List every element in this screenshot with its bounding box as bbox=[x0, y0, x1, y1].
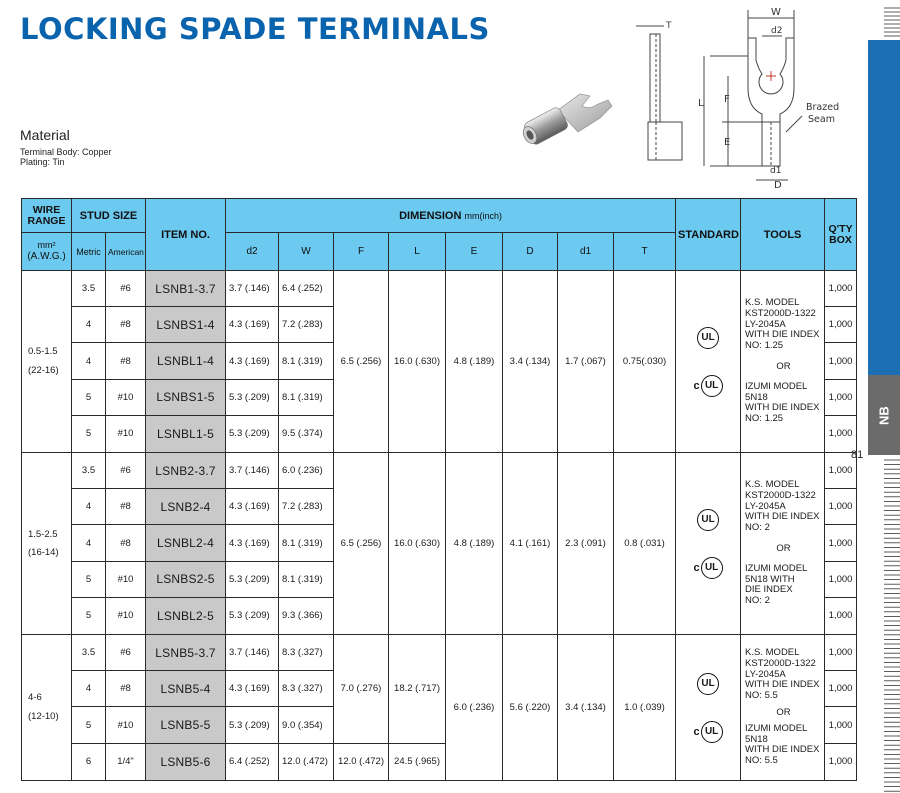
header-t: T bbox=[614, 233, 676, 271]
tool-line: IZUMI MODEL bbox=[745, 563, 808, 575]
tool-line: 5N18 bbox=[745, 391, 768, 403]
material-info bbox=[20, 127, 112, 168]
tool-line: NO: 1.25 bbox=[745, 339, 784, 351]
unit-bottom: (A.W.G.) bbox=[27, 250, 66, 262]
qty-cell: 1,000 bbox=[825, 635, 857, 671]
table-row bbox=[22, 271, 857, 307]
l-cell: 16.0 (.630) bbox=[389, 271, 446, 453]
d1-cell: 3.4 (.134) bbox=[558, 635, 614, 781]
item-no-cell: LSNBL1-4 bbox=[146, 343, 226, 379]
label-d1: d1 bbox=[770, 166, 782, 176]
qty-cell: 1,000 bbox=[825, 379, 857, 415]
d2-cell: 5.3 (.209) bbox=[226, 707, 279, 743]
metric-cell: 5 bbox=[72, 379, 106, 415]
wire-awg: (16-14) bbox=[28, 546, 59, 558]
american-cell: 1/4" bbox=[106, 743, 146, 780]
w-cell: 7.2 (.283) bbox=[279, 489, 334, 525]
qty-cell: 1,000 bbox=[825, 415, 857, 452]
header-l: L bbox=[389, 233, 446, 271]
table-row bbox=[22, 453, 857, 489]
tool-or: OR bbox=[776, 542, 791, 554]
header-metric: Metric bbox=[72, 233, 106, 271]
ul-mark-text: UL bbox=[697, 673, 719, 695]
item-no-cell: LSNBS2-5 bbox=[146, 561, 226, 597]
tool-line: NO: 1.25 bbox=[745, 413, 784, 425]
american-cell: #10 bbox=[106, 597, 146, 634]
cul-listed-icon bbox=[693, 557, 722, 579]
label-d: D bbox=[774, 180, 782, 191]
item-no-cell: LSNB5-6 bbox=[146, 743, 226, 780]
header-stud-size: STUD SIZE bbox=[72, 199, 146, 233]
d2-cell: 3.7 (.146) bbox=[226, 635, 279, 671]
tool-line: KST2000D-1322 bbox=[745, 490, 816, 502]
wire-range-cell bbox=[22, 271, 72, 453]
wire-range-cell bbox=[22, 453, 72, 635]
material-plating: Plating: Tin bbox=[20, 157, 65, 168]
metric-cell: 3.5 bbox=[72, 635, 106, 671]
item-no-cell: LSNBL1-5 bbox=[146, 415, 226, 452]
ul-listed-icon bbox=[697, 673, 719, 695]
d1-cell: 2.3 (.091) bbox=[558, 453, 614, 635]
metric-cell: 5 bbox=[72, 561, 106, 597]
l-cell: 24.5 (.965) bbox=[389, 743, 446, 780]
metric-cell: 4 bbox=[72, 671, 106, 707]
metric-cell: 6 bbox=[72, 743, 106, 780]
w-cell: 8.1 (.319) bbox=[279, 343, 334, 379]
label-l: L bbox=[698, 98, 704, 109]
qty-cell: 1,000 bbox=[825, 525, 857, 561]
ruler-marks-bottom bbox=[884, 458, 900, 792]
ul-listed-icon bbox=[697, 509, 719, 531]
tool-line: K.S. MODEL bbox=[745, 479, 800, 491]
tool-line: K.S. MODEL bbox=[745, 647, 800, 659]
item-no-cell: LSNBS1-5 bbox=[146, 379, 226, 415]
metric-cell: 4 bbox=[72, 307, 106, 343]
tool-or: OR bbox=[776, 706, 791, 718]
item-no-cell: LSNB5-5 bbox=[146, 707, 226, 743]
label-f: F bbox=[724, 94, 730, 105]
tool-line: WITH DIE INDEX bbox=[745, 744, 820, 756]
d2-cell: 5.3 (.209) bbox=[226, 597, 279, 634]
qty-cell: 1,000 bbox=[825, 743, 857, 780]
american-cell: #10 bbox=[106, 707, 146, 743]
tool-line: WITH DIE INDEX bbox=[745, 402, 820, 414]
label-d2: d2 bbox=[771, 26, 783, 36]
e-cell: 6.0 (.236) bbox=[446, 635, 503, 781]
item-no-cell: LSNB2-3.7 bbox=[146, 453, 226, 489]
qty-cell: 1,000 bbox=[825, 671, 857, 707]
standard-cell bbox=[676, 271, 741, 453]
label-t: T bbox=[666, 21, 672, 31]
page-title: LOCKING SPADE TERMINALS bbox=[20, 12, 490, 46]
header-standard: STANDARD bbox=[676, 199, 741, 271]
tool-line: NO: 2 bbox=[745, 521, 770, 533]
header-qty bbox=[825, 199, 857, 271]
tool-or: OR bbox=[776, 360, 791, 372]
american-cell: #10 bbox=[106, 561, 146, 597]
f-cell: 7.0 (.276) bbox=[334, 635, 389, 744]
cul-listed-icon bbox=[693, 721, 722, 743]
l-cell: 18.2 (.717) bbox=[389, 635, 446, 744]
item-no-cell: LSNB2-4 bbox=[146, 489, 226, 525]
page-number: 81 bbox=[851, 449, 864, 461]
t-cell: 0.75(.030) bbox=[614, 271, 676, 453]
item-no-cell: LSNB1-3.7 bbox=[146, 271, 226, 307]
item-no-cell: LSNBS1-4 bbox=[146, 307, 226, 343]
tool-line: 5N18 bbox=[745, 733, 768, 745]
tool-line: WITH DIE INDEX bbox=[745, 511, 820, 523]
american-cell: #8 bbox=[106, 343, 146, 379]
ul-listed-icon bbox=[697, 327, 719, 349]
header-item-no: ITEM NO. bbox=[146, 199, 226, 271]
tools-cell bbox=[741, 271, 825, 453]
label-brazed: Brazed bbox=[806, 102, 840, 113]
header-w: W bbox=[279, 233, 334, 271]
w-cell: 7.2 (.283) bbox=[279, 307, 334, 343]
label-e: E bbox=[724, 137, 731, 148]
dimension-unit: mm(inch) bbox=[464, 210, 502, 221]
metric-cell: 5 bbox=[72, 707, 106, 743]
wire-range-cell bbox=[22, 635, 72, 781]
w-cell: 8.1 (.319) bbox=[279, 379, 334, 415]
wire-awg: (22-16) bbox=[28, 364, 59, 376]
l-cell: 16.0 (.630) bbox=[389, 453, 446, 635]
header-d2: d2 bbox=[226, 233, 279, 271]
ruler-marks-top bbox=[884, 6, 900, 38]
tool-line: KST2000D-1322 bbox=[745, 658, 816, 670]
american-cell: #10 bbox=[106, 379, 146, 415]
d2-cell: 5.3 (.209) bbox=[226, 415, 279, 452]
qty-label-top: Q'TY bbox=[828, 223, 853, 235]
item-no-cell: LSNBL2-5 bbox=[146, 597, 226, 634]
header-tools: TOOLS bbox=[741, 199, 825, 271]
e-cell: 4.8 (.189) bbox=[446, 453, 503, 635]
american-cell: #6 bbox=[106, 271, 146, 307]
side-view-drawing bbox=[628, 18, 690, 168]
w-cell: 9.0 (.354) bbox=[279, 707, 334, 743]
qty-cell: 1,000 bbox=[825, 271, 857, 307]
header-wire-range: WIRE RANGE bbox=[22, 199, 72, 233]
t-cell: 1.0 (.039) bbox=[614, 635, 676, 781]
d2-cell: 5.3 (.209) bbox=[226, 561, 279, 597]
cul-c-text: c bbox=[693, 379, 700, 392]
section-tab-label: NB bbox=[876, 406, 892, 426]
american-cell: #8 bbox=[106, 489, 146, 525]
w-cell: 6.0 (.236) bbox=[279, 453, 334, 489]
d2-cell: 4.3 (.169) bbox=[226, 307, 279, 343]
w-cell: 8.3 (.327) bbox=[279, 671, 334, 707]
wire-range: 1.5-2.5 bbox=[28, 528, 58, 540]
qty-cell: 1,000 bbox=[825, 489, 857, 525]
metric-cell: 3.5 bbox=[72, 453, 106, 489]
f-cell: 12.0 (.472) bbox=[334, 743, 389, 780]
header-dimension bbox=[226, 199, 676, 233]
tools-cell bbox=[741, 635, 825, 781]
dimension-label: DIMENSION bbox=[399, 209, 462, 222]
qty-cell: 1,000 bbox=[825, 561, 857, 597]
tool-line: IZUMI MODEL bbox=[745, 723, 808, 735]
header-d1: d1 bbox=[558, 233, 614, 271]
qty-cell: 1,000 bbox=[825, 453, 857, 489]
qty-label-bottom: BOX bbox=[829, 233, 852, 246]
american-cell: #8 bbox=[106, 525, 146, 561]
cul-c-text: c bbox=[693, 561, 700, 574]
metric-cell: 3.5 bbox=[72, 271, 106, 307]
section-tab bbox=[868, 40, 900, 375]
d2-cell: 4.3 (.169) bbox=[226, 671, 279, 707]
tool-line: IZUMI MODEL bbox=[745, 381, 808, 393]
tool-line: LY-2045A bbox=[745, 668, 786, 680]
qty-cell: 1,000 bbox=[825, 707, 857, 743]
qty-cell: 1,000 bbox=[825, 597, 857, 634]
f-cell: 6.5 (.256) bbox=[334, 453, 389, 635]
item-no-cell: LSNB5-3.7 bbox=[146, 635, 226, 671]
header-d: D bbox=[503, 233, 558, 271]
cul-mark-text: UL bbox=[701, 557, 723, 579]
american-cell: #6 bbox=[106, 635, 146, 671]
d2-cell: 6.4 (.252) bbox=[226, 743, 279, 780]
d2-cell: 5.3 (.209) bbox=[226, 379, 279, 415]
e-cell: 4.8 (.189) bbox=[446, 271, 503, 453]
header-f: F bbox=[334, 233, 389, 271]
tool-line: NO: 5.5 bbox=[745, 755, 778, 767]
w-cell: 8.1 (.319) bbox=[279, 561, 334, 597]
terminal-photo bbox=[520, 88, 620, 150]
american-cell: #8 bbox=[106, 307, 146, 343]
d2-cell: 4.3 (.169) bbox=[226, 489, 279, 525]
w-cell: 12.0 (.472) bbox=[279, 743, 334, 780]
item-no-cell: LSNBL2-4 bbox=[146, 525, 226, 561]
f-cell: 6.5 (.256) bbox=[334, 271, 389, 453]
tool-line: 5N18 WITH bbox=[745, 573, 795, 585]
tool-line: WITH DIE INDEX bbox=[745, 679, 820, 691]
d2-cell: 3.7 (.146) bbox=[226, 453, 279, 489]
d2-cell: 4.3 (.169) bbox=[226, 343, 279, 379]
tool-line: DIE INDEX bbox=[745, 584, 793, 596]
tool-line: LY-2045A bbox=[745, 318, 786, 330]
metric-cell: 5 bbox=[72, 597, 106, 634]
label-seam: Seam bbox=[808, 114, 835, 125]
cul-listed-icon bbox=[693, 375, 722, 397]
ul-mark-text: UL bbox=[697, 509, 719, 531]
item-no-cell: LSNB5-4 bbox=[146, 671, 226, 707]
header-e: E bbox=[446, 233, 503, 271]
tool-line: KST2000D-1322 bbox=[745, 308, 816, 320]
wire-range: 0.5-1.5 bbox=[28, 346, 58, 358]
w-cell: 8.3 (.327) bbox=[279, 635, 334, 671]
tool-line: NO: 2 bbox=[745, 595, 770, 607]
table-row bbox=[22, 635, 857, 671]
header-unit bbox=[22, 233, 72, 271]
spec-table bbox=[21, 198, 857, 781]
d-cell: 5.6 (.220) bbox=[503, 635, 558, 781]
cul-c-text: c bbox=[693, 725, 700, 738]
metric-cell: 4 bbox=[72, 489, 106, 525]
d-cell: 3.4 (.134) bbox=[503, 271, 558, 453]
tool-line: LY-2045A bbox=[745, 500, 786, 512]
d2-cell: 4.3 (.169) bbox=[226, 525, 279, 561]
d1-cell: 1.7 (.067) bbox=[558, 271, 614, 453]
w-cell: 8.1 (.319) bbox=[279, 525, 334, 561]
material-body: Terminal Body: Copper bbox=[20, 147, 112, 158]
w-cell: 9.3 (.366) bbox=[279, 597, 334, 634]
label-w: W bbox=[771, 7, 781, 18]
tool-line: NO: 5.5 bbox=[745, 689, 778, 701]
standard-cell bbox=[676, 635, 741, 781]
tool-line: WITH DIE INDEX bbox=[745, 329, 820, 341]
header-american: American bbox=[106, 233, 146, 271]
wire-awg: (12-10) bbox=[28, 710, 59, 722]
american-cell: #6 bbox=[106, 453, 146, 489]
front-view-drawing bbox=[690, 4, 850, 194]
qty-cell: 1,000 bbox=[825, 343, 857, 379]
d2-cell: 3.7 (.146) bbox=[226, 271, 279, 307]
material-heading: Material bbox=[20, 127, 70, 143]
unit-top: mm² bbox=[37, 240, 56, 251]
qty-cell: 1,000 bbox=[825, 307, 857, 343]
wire-range: 4-6 bbox=[28, 692, 42, 704]
tool-line: K.S. MODEL bbox=[745, 297, 800, 309]
w-cell: 9.5 (.374) bbox=[279, 415, 334, 452]
t-cell: 0.8 (.031) bbox=[614, 453, 676, 635]
tools-cell bbox=[741, 453, 825, 635]
cul-mark-text: UL bbox=[701, 375, 723, 397]
metric-cell: 4 bbox=[72, 525, 106, 561]
cul-mark-text: UL bbox=[701, 721, 723, 743]
metric-cell: 4 bbox=[72, 343, 106, 379]
d-cell: 4.1 (.161) bbox=[503, 453, 558, 635]
american-cell: #10 bbox=[106, 415, 146, 452]
standard-cell bbox=[676, 453, 741, 635]
w-cell: 6.4 (.252) bbox=[279, 271, 334, 307]
ul-mark-text: UL bbox=[697, 327, 719, 349]
metric-cell: 5 bbox=[72, 415, 106, 452]
american-cell: #8 bbox=[106, 671, 146, 707]
